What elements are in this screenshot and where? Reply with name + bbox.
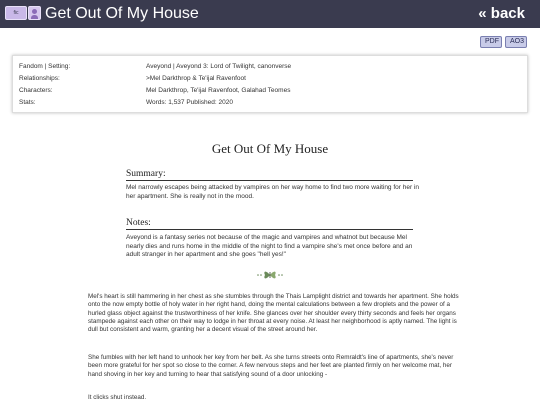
site-logo[interactable] (5, 6, 41, 22)
meta-key: Characters: (19, 87, 53, 94)
meta-value: Aveyond | Aveyond 3: Lord of Twilight, canonverse (146, 63, 292, 70)
notes-text: Aveyond is a fantasy series not because of the magic and vampires and whatnot but because Mel nearly dies and runs home in the middle of the night to find a vampire she's met once before and an adult stranger in her apartment and she goes "hell yes!" (126, 234, 413, 259)
page-title: Get Out Of My House (45, 5, 199, 22)
meta-value: Mel Darkthrop, Te'ijal Ravenfoot, Galahad Teomes (146, 87, 291, 94)
summary-heading: Summary: (126, 169, 166, 179)
meta-value: >Mel Darkthrop & Te'ijal Ravenfoot (146, 75, 246, 82)
back-link[interactable]: « back (478, 5, 525, 22)
meta-key: Relationships: (19, 75, 60, 82)
ao3-link-button[interactable]: AO3 (505, 36, 527, 48)
logo-badge: fic (5, 6, 27, 20)
story-paragraph: It clicks shut instead. (88, 394, 147, 401)
work-title: Get Out Of My House (211, 141, 329, 156)
meta-key: Stats: (19, 99, 36, 106)
top-bar (0, 0, 540, 28)
butterfly-divider-icon (255, 269, 285, 281)
story-paragraph: Mel's heart is still hammering in her chest as she stumbles through the Thais Lamplight district and towards her apartment. She holds onto the now empty bottle of holy water in her right hand, doing the mental calculations between a few droplets and the power of a hurled glass object against the trustworthiness of her knife. She glances over her shoulder every thirty seconds and feels her organs stampede against each other on their way to lodge in her throat at every noise. At least her neighborhood is aptly named. The light is dull but consistent and warm, granting her a decent visual of the street around her. (88, 293, 459, 334)
meta-key: Fandom | Setting: (19, 63, 71, 70)
story-paragraph: She fumbles with her left hand to unhook her key from her belt. As she turns streets onto Remraldt's line of apartments, she's never been more grateful for her spot so close to the corner. A few nervous steps and her feet are planted firmly on her welcome mat, her hand shoving in her key and turning to hear that satisfying sound of a door unlocking - (88, 354, 454, 378)
avatar-icon (28, 6, 41, 20)
summary-divider (126, 180, 413, 181)
work-metadata-panel (12, 55, 528, 113)
meta-value: Words: 1,537 Published: 2020 (146, 99, 233, 106)
notes-heading: Notes: (126, 218, 151, 228)
notes-divider (126, 229, 413, 230)
download-pdf-button[interactable]: PDF (480, 36, 502, 48)
summary-text: Mel narrowly escapes being attacked by vampires on her way home to find two more waiting for her in her apartment. She is really not in the mood. (126, 184, 420, 200)
